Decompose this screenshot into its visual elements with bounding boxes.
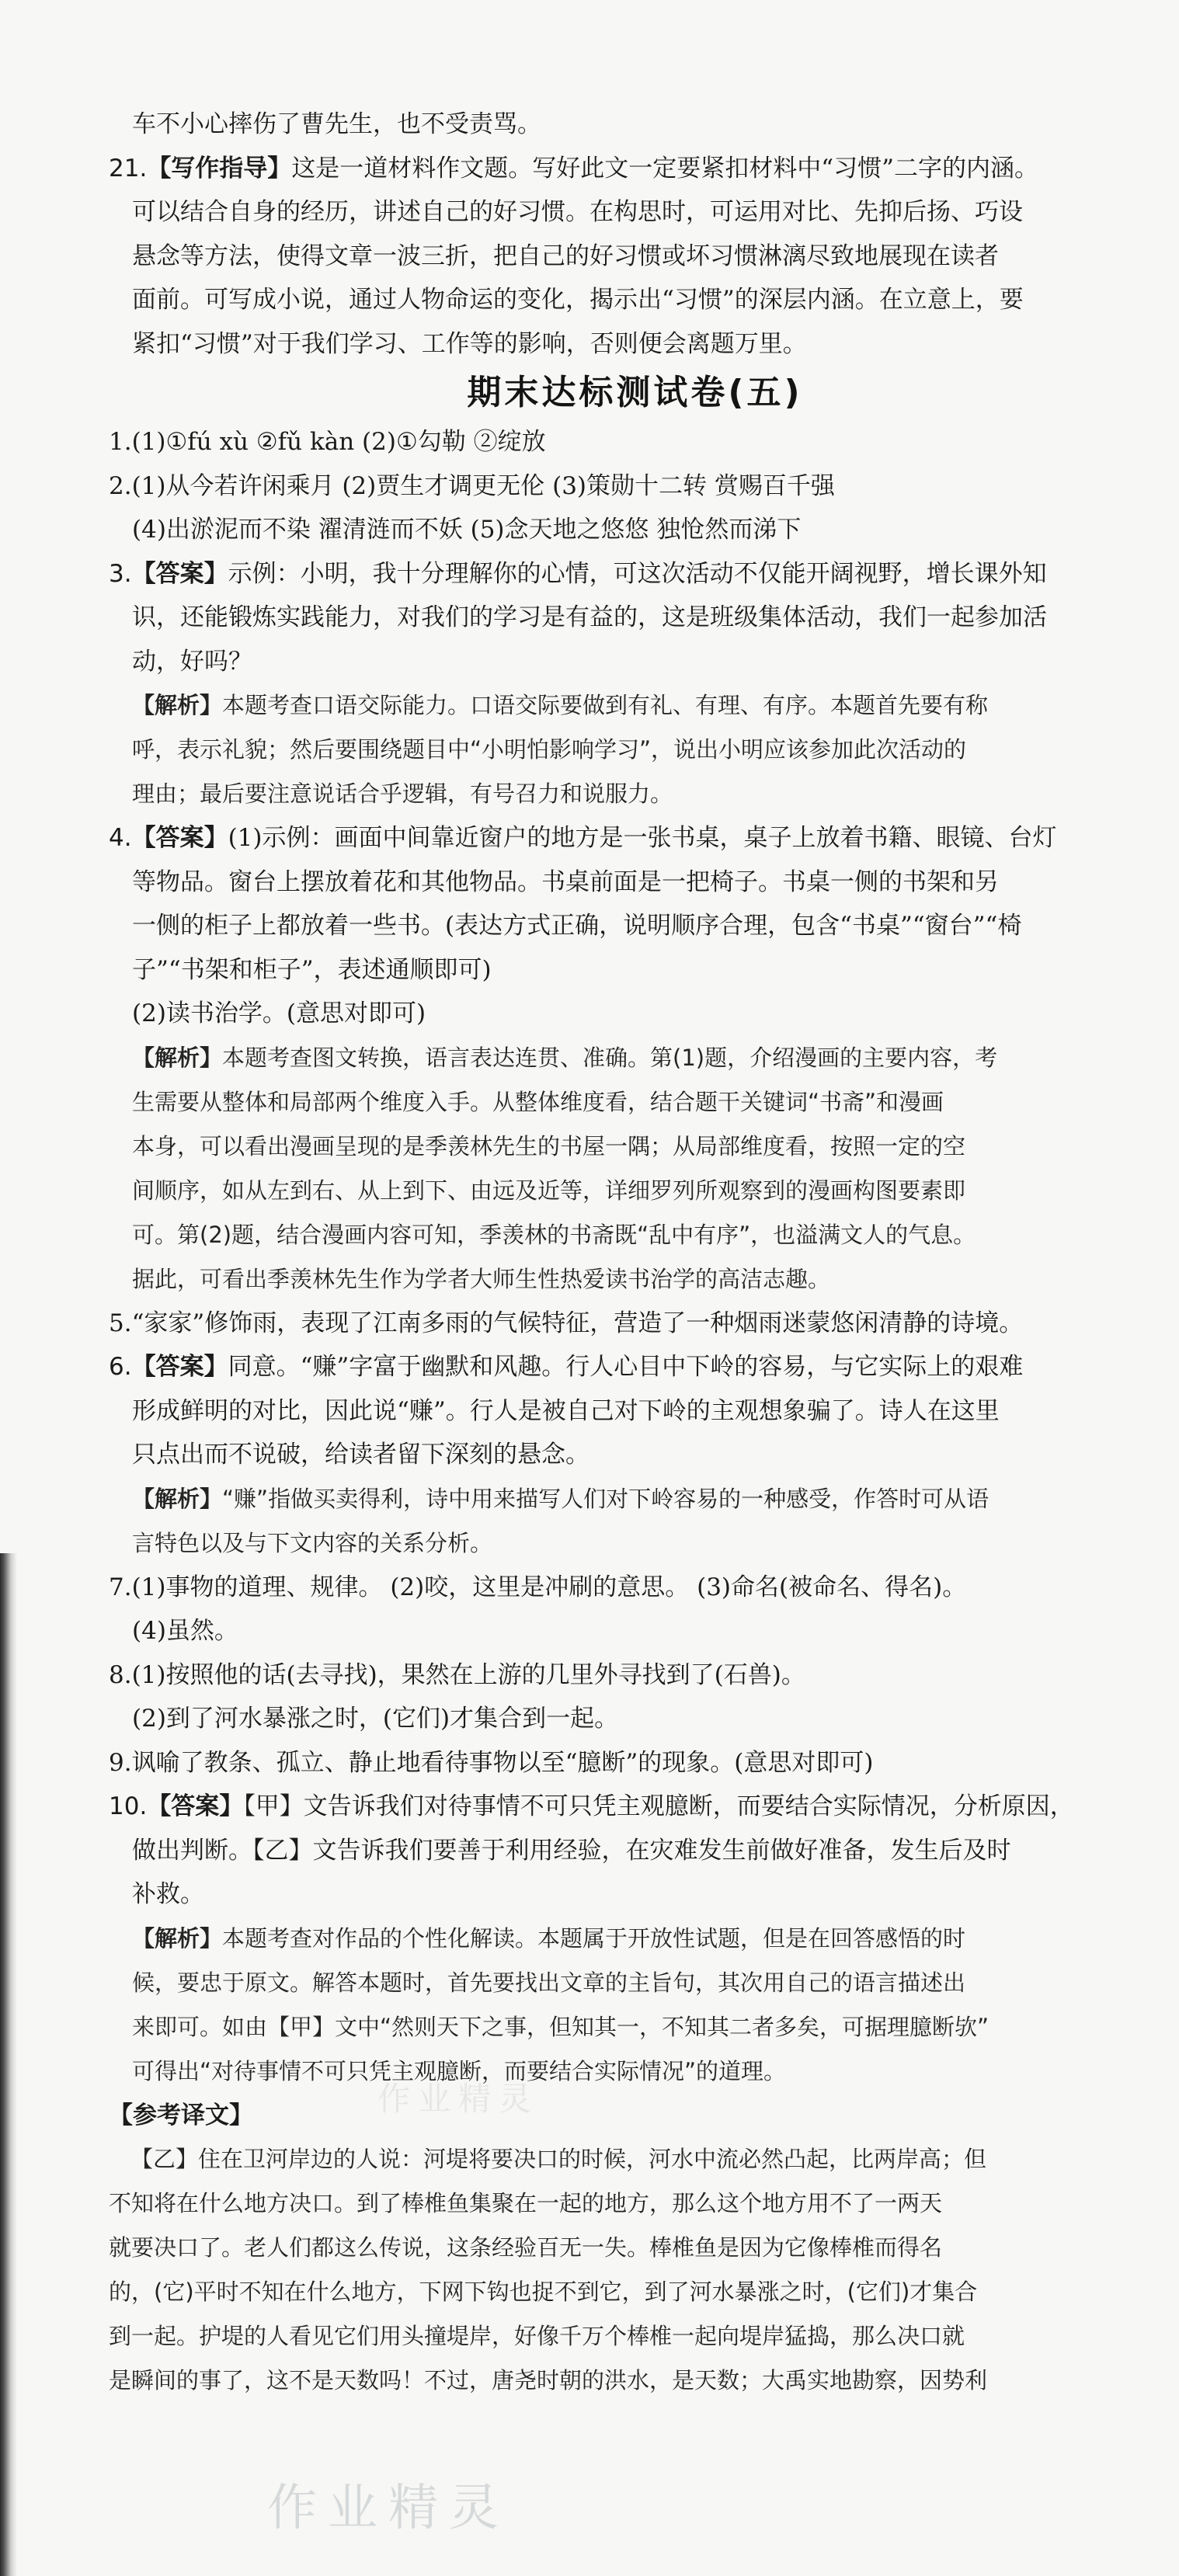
watermark-logo: 作业精灵: [267, 2480, 510, 2537]
text-line: 紧扣“习惯”对于我们学习、工作等的影响，否则便会离题万里。: [132, 329, 807, 358]
question-4-analysis: 【解析】本题考查图文转换，语言表达连贯、准确。第(1)题，介绍漫画的主要内容，考: [132, 1044, 998, 1071]
text-line: 动，好吗？: [132, 647, 252, 676]
text-line: 据此，可看出季羡林先生作为学者大师生性热爱读书治学的高洁志趣。: [132, 1265, 831, 1292]
text-line: 等物品。窗台上摆放着花和其他物品。书桌前面是一把椅子。书桌一侧的书架和另: [132, 867, 999, 896]
text-line: 到一起。护堤的人看见它们用头撞堤岸，好像千万个棒椎一起向堤岸猛捣，那么决口就: [109, 2323, 965, 2349]
text-line: 子”“书架和柜子”，表述通顺即可): [132, 955, 492, 984]
question-3-analysis: 【解析】本题考查口语交际能力。口语交际要做到有礼、有理、有序。本题首先要有称: [132, 692, 989, 718]
text-line: (4)出淤泥而不染 濯清涟而不妖 (5)念天地之悠悠 独怆然而涕下: [132, 516, 802, 544]
question-6-analysis: 【解析】“赚”指做买卖得利，诗中用来描写人们对下岭容易的一种感受，作答时可从语: [132, 1485, 989, 1512]
text-line: 识，还能锻炼实践能力，对我们的学习是有益的，这是班级集体活动，我们一起参加活: [132, 603, 1047, 631]
text-line: 可。第(2)题，结合漫画内容可知，季羡林的书斋既“乱中有序”，也溢满文人的气息。: [132, 1221, 976, 1248]
text-line: 候，要忠于原文。解答本题时，首先要找出文章的主旨句，其次用自己的语言描述出: [132, 1969, 966, 1996]
question-5: 5.“家家”修饰雨，表现了江南多雨的气候特征，营造了一种烟雨迷蒙悠闲清静的诗境。: [109, 1309, 1024, 1337]
text-line: 补救。: [132, 1880, 204, 1908]
text-line: 车不小心摔伤了曹先生，也不受责骂。: [132, 110, 541, 138]
text-line: 可以结合自身的经历，讲述自己的好习惯。在构思时，可运用对比、先抑后扬、巧设: [132, 198, 1023, 226]
question-2: 2.(1)从今若许闲乘月 (2)贾生才调更无伦 (3)策勋十二转 赏赐百千强: [109, 471, 835, 500]
question-3-answer: 3.【答案】示例：小明，我十分理解你的心情，可这次活动不仅能开阔视野，增长课外知: [109, 559, 1047, 588]
question-10-answer: 10.【答案】【甲】文告诉我们对待事情不可只凭主观臆断，而要结合实际情况，分析原因，: [109, 1792, 1074, 1820]
text-line: 面前。可写成小说，通过人物命运的变化，揭示出“习惯”的深层内涵。在立意上，要: [132, 286, 1024, 314]
text-line: 是瞬间的事了，这不是天数吗！不过，唐尧时朝的洪水，是天数；大禹实地勘察，因势利: [109, 2367, 988, 2393]
text-line: 言特色以及与下文内容的关系分析。: [132, 1529, 493, 1556]
text-line: 做出判断。【乙】文告诉我们要善于利用经验，在灾难发生前做好准备，发生后及时: [132, 1836, 1011, 1865]
text-line: 间顺序，如从左到右、从上到下、由远及近等，详细罗列所观察到的漫画构图要素即: [132, 1177, 966, 1204]
scan-edge-shadow: [0, 1553, 17, 2576]
text-line: 可得出“对待事情不可只凭主观臆断，而要结合实际情况”的道理。: [132, 2057, 787, 2084]
question-9: 9.讽喻了教条、孤立、静止地看待事物以至“臆断”的现象。(意思对即可): [109, 1748, 874, 1777]
text-line: 【乙】住在卫河岸边的人说：河堤将要决口的时候，河水中流必然凸起，比两岸高；但: [130, 2146, 987, 2172]
question-6-answer: 6.【答案】同意。“赚”字富于幽默和风趣。行人心目中下岭的容易，与它实际上的艰难: [109, 1353, 1024, 1381]
text-line: 本身，可以看出漫画呈现的是季羡林先生的书屋一隅；从局部维度看，按照一定的空: [132, 1132, 966, 1159]
text-line: 来即可。如由【甲】文中“然则天下之事，但知其一，不知其二者多矣，可据理臆断欤”: [132, 2013, 989, 2040]
text-line: 形成鲜明的对比，因此说“赚”。行人是被自己对下岭的主观想象骗了。诗人在这里: [132, 1396, 1000, 1425]
question-8: 8.(1)按照他的话(去寻找)，果然在上游的几里外寻找到了(石兽)。: [109, 1660, 805, 1689]
page-title: 期末达标测试卷(五): [467, 373, 803, 412]
text-line: (2)到了河水暴涨之时，(它们)才集合到一起。: [132, 1705, 619, 1733]
text-line: 只点出而不说破，给读者留下深刻的悬念。: [132, 1441, 590, 1469]
question-4-answer: 4.【答案】(1)示例：画面中间靠近窗户的地方是一张书桌，桌子上放着书籍、眼镜、台灯: [109, 824, 1057, 852]
text-line: 理由；最后要注意说话合乎逻辑，有号召力和说服力。: [132, 780, 673, 807]
question-1: 1.(1)①fú xù ②fǔ kàn (2)①勾勒 ②绽放: [109, 428, 546, 456]
question-7: 7.(1)事物的道理、规律。 (2)咬，这里是冲刷的意思。 (3)命名(被命名、得名)。: [109, 1573, 967, 1601]
text-line: (2)读书治学。(意思对即可): [132, 999, 426, 1027]
text-line: 不知将在什么地方决口。到了棒椎鱼集聚在一起的地方，那么这个地方用不了一两天: [109, 2190, 943, 2216]
text-line: 一侧的柜子上都放着一些书。(表达方式正确，说明顺序合理，包含“书桌”“窗台”“椅: [132, 912, 1022, 940]
reference-translation-heading: 【参考译文】: [109, 2101, 253, 2129]
faint-watermark: 作业精灵: [377, 2080, 540, 2118]
text-line: 生需要从整体和局部两个维度入手。从整体维度看，结合题干关键词“书斋”和漫画: [132, 1088, 944, 1115]
text-line: 呼，表示礼貌；然后要围绕题目中“小明怕影响学习”，说出小明应该参加此次活动的: [132, 736, 967, 763]
text-line: 就要决口了。老人们都这么传说，这条经验百无一失。棒椎鱼是因为它像棒椎而得名: [109, 2234, 943, 2261]
question-10-analysis: 【解析】本题考查对作品的个性化解读。本题属于开放性试题，但是在回答感悟的时: [132, 1924, 966, 1952]
text-line: (4)虽然。: [132, 1617, 238, 1645]
text-line: 的，(它)平时不知在什么地方，下网下钩也捉不到它，到了河水暴涨之时，(它们)才集合: [109, 2279, 978, 2305]
answer-content: [109, 103, 1161, 2403]
text-line: 悬念等方法，使得文章一波三折，把自己的好习惯或坏习惯淋漓尽致地展现在读者: [132, 242, 999, 270]
question-21: 21.【写作指导】这是一道材料作文题。写好此文一定要紧扣材料中“习惯”二字的内涵。: [109, 154, 1039, 183]
